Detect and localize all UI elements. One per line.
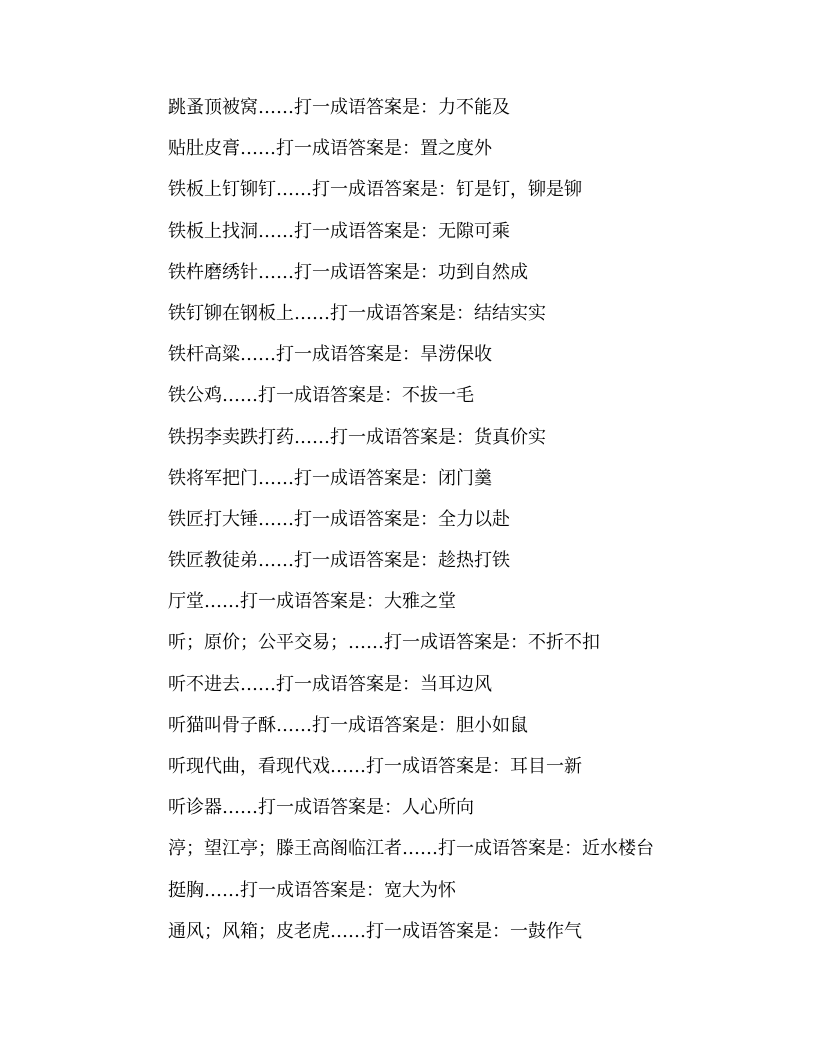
riddle-line: 听诊器……打一成语答案是：人心所向 (168, 797, 474, 819)
riddle-line: 铁拐李卖跌打药……打一成语答案是：货真价实 (168, 426, 546, 448)
riddle-line: 听现代曲，看现代戏……打一成语答案是：耳目一新 (168, 756, 582, 777)
riddle-line: 铁匠教徒弟……打一成语答案是：趁热打铁 (168, 550, 510, 572)
riddle-line: 铁杆高粱……打一成语答案是：旱涝保收 (168, 344, 492, 366)
riddle-line: 跳蚤顶被窝……打一成语答案是：力不能及 (168, 97, 510, 118)
riddle-line: 铁杵磨绣针……打一成语答案是：功到自然成 (168, 261, 528, 283)
riddle-line: 渟；望江亭；滕王高阁临江者……打一成语答案是：近水楼台 (168, 838, 654, 860)
riddle-line: 铁板上找洞……打一成语答案是：无隙可乘 (168, 220, 510, 242)
riddle-line: 铁匠打大锤……打一成语答案是：全力以赴 (168, 508, 510, 530)
riddle-line: 铁公鸡……打一成语答案是：不拔一毛 (168, 385, 474, 407)
riddle-line: 厅堂……打一成语答案是：大雅之堂 (168, 591, 456, 613)
riddle-line: 听；原价；公平交易；……打一成语答案是：不折不扣 (168, 632, 600, 654)
riddle-line: 贴肚皮膏……打一成语答案是：置之度外 (168, 138, 492, 160)
riddle-line: 通风；风箱；皮老虎……打一成语答案是：一鼓作气 (168, 920, 582, 942)
riddle-line: 铁板上钉铆钉……打一成语答案是：钉是钉，铆是铆 (168, 179, 582, 201)
riddle-line: 听不进去……打一成语答案是：当耳边风 (168, 673, 492, 695)
riddle-line: 铁钉铆在钢板上……打一成语答案是：结结实实 (168, 302, 546, 324)
riddle-list (168, 94, 728, 959)
riddle-line: 铁将军把门……打一成语答案是：闭门羹 (168, 467, 492, 489)
riddle-line: 挺胸……打一成语答案是：宽大为怀 (168, 879, 456, 901)
riddle-line: 听猫叫骨子酥……打一成语答案是：胆小如鼠 (168, 714, 528, 736)
